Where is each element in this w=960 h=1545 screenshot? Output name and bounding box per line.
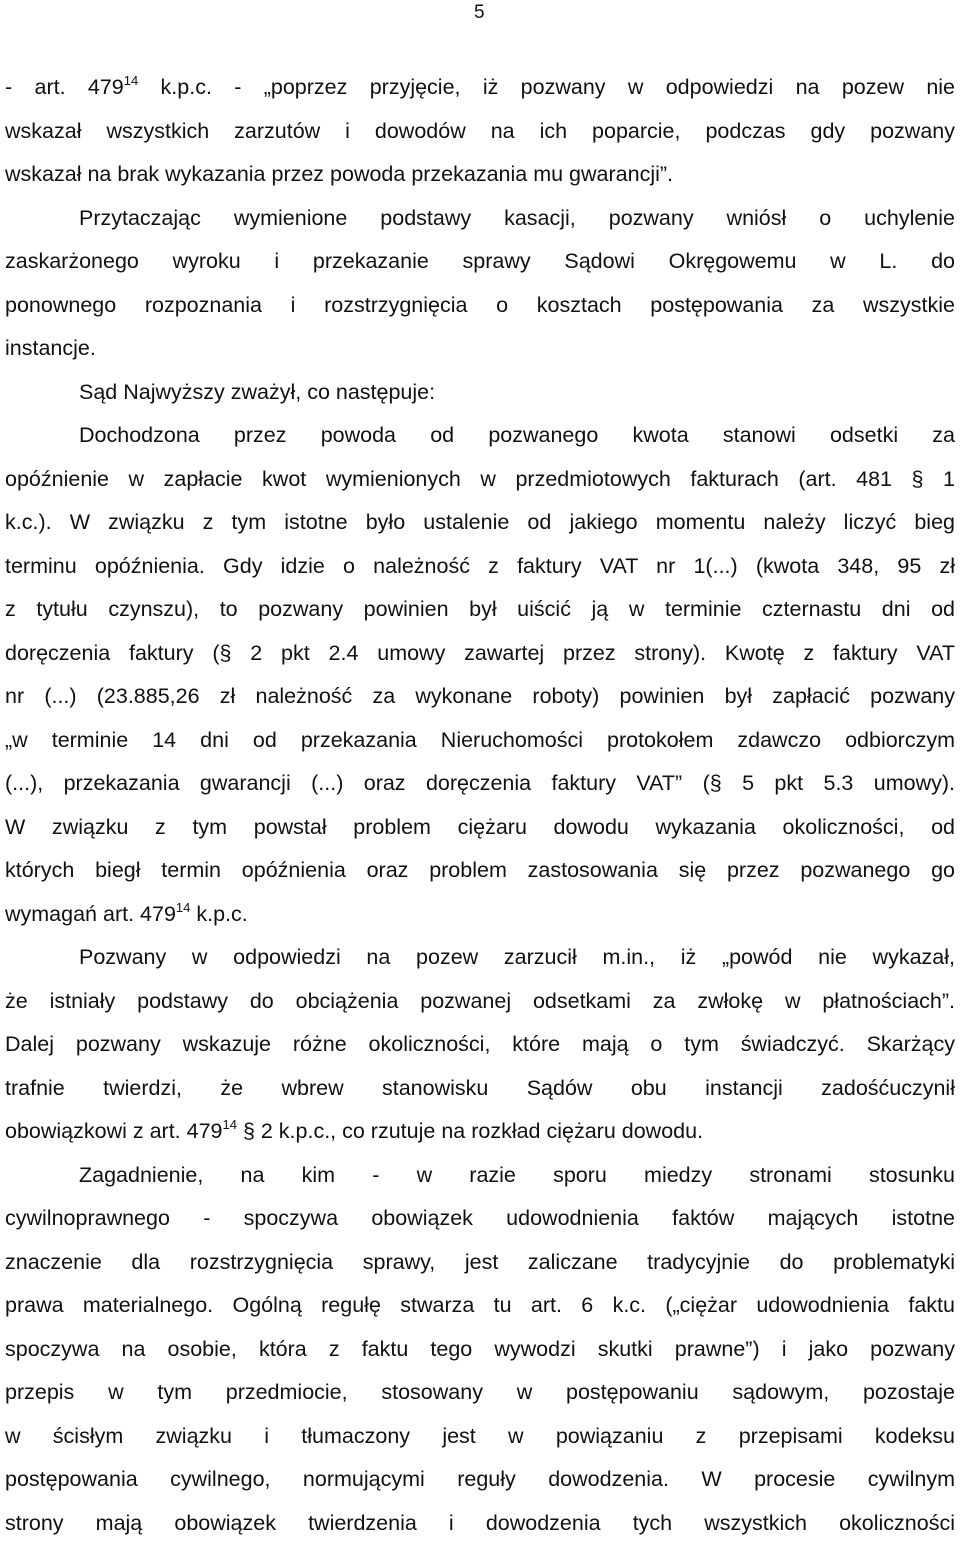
text-line (5, 806, 955, 850)
text-line-main: postępowania cywilnego, normującymi reguły dowodzenia. W procesie cywilnym (5, 1467, 955, 1491)
text-line (5, 1415, 955, 1459)
text-line (5, 1110, 955, 1154)
text-line-main: nr (...) (23.885,26 zł należność za wykonane roboty) powinien był zapłacić pozwany (5, 684, 955, 708)
text-line-main: w ścisłym związku i tłumaczony jest w powiązaniu z przepisami kodeksu (5, 1424, 955, 1448)
text-line-main: - art. 479 (5, 75, 124, 99)
page-number: 5 (474, 2, 485, 24)
text-line (5, 1067, 955, 1111)
text-line (5, 632, 955, 676)
text-line (5, 458, 955, 502)
text-line (5, 1023, 955, 1067)
article-superscript: 14 (176, 900, 190, 915)
text-line (5, 719, 955, 763)
text-line (5, 588, 955, 632)
text-line-main: wskazał wszystkich zarzutów i dowodów na ich poparcie, podczas gdy pozwany (5, 119, 955, 143)
text-line-main: spoczywa na osobie, która z faktu tego wywodzi skutki prawne”) i jako pozwany (5, 1337, 955, 1361)
document-body (5, 66, 955, 1545)
text-line (5, 1284, 955, 1328)
text-line (5, 501, 955, 545)
text-line-main: instancje. (5, 336, 96, 360)
text-line (5, 1502, 955, 1545)
text-line-main: (...), przekazania gwarancji (...) oraz doręczenia faktury VAT” (§ 5 pkt 5.3 umowy). (5, 771, 955, 795)
text-line-main: znaczenie dla rozstrzygnięcia sprawy, jest zaliczane tradycyjnie do problematyki (5, 1250, 955, 1274)
text-line-main: Pozwany w odpowiedzi na pozew zarzucił m.in., iż „powód nie wykazał, (79, 945, 955, 969)
article-superscript: 14 (124, 73, 138, 88)
text-line-main: których biegł termin opóźnienia oraz problem zastosowania się przez pozwanego go (5, 858, 955, 882)
text-line-main: Przytaczając wymienione podstawy kasacji, pozwany wniósł o uchylenie (79, 206, 955, 230)
text-line (5, 284, 955, 328)
text-line-rest: § 2 k.p.c., co rzutuje na rozkład ciężaru dowodu. (237, 1119, 703, 1143)
text-line (5, 1241, 955, 1285)
text-line (5, 980, 955, 1024)
text-line (5, 371, 955, 415)
text-line (5, 197, 955, 241)
text-line-main: Dalej pozwany wskazuje różne okoliczności, które mają o tym świadczyć. Skarżący (5, 1032, 955, 1056)
text-line (5, 762, 955, 806)
text-line-main: Dochodzona przez powoda od pozwanego kwota stanowi odsetki za (79, 423, 955, 447)
text-line-main: Zagadnienie, na kim - w razie sporu miedzy stronami stosunku (79, 1163, 955, 1187)
text-line (5, 110, 955, 154)
text-line-main: k.c.). W związku z tym istotne było ustalenie od jakiego momentu należy liczyć bieg (5, 510, 955, 534)
text-line-main: trafnie twierdzi, że wbrew stanowisku Sądów obu instancji zadośćuczynił (5, 1076, 955, 1100)
text-line-main: terminu opóźnienia. Gdy idzie o należność z faktury VAT nr 1(...) (kwota 348, 95 zł (5, 554, 955, 578)
text-line-main: przepis w tym przedmiocie, stosowany w postępowaniu sądowym, pozostaje (5, 1380, 955, 1404)
text-line (5, 153, 955, 197)
text-line-rest: k.p.c. (190, 902, 247, 926)
text-line (5, 936, 955, 980)
text-line (5, 849, 955, 893)
text-line (5, 1328, 955, 1372)
text-line-main: prawa materialnego. Ogólną regułę stwarza tu art. 6 k.c. („ciężar udowodnienia faktu (5, 1293, 955, 1317)
text-line-main: wskazał na brak wykazania przez powoda przekazania mu gwarancji”. (5, 162, 673, 186)
text-line-main: wymagań art. 479 (5, 902, 176, 926)
article-superscript: 14 (223, 1117, 237, 1132)
text-line (5, 675, 955, 719)
text-line-main: że istniały podstawy do obciążenia pozwanej odsetkami za zwłokę w płatnościach”. (5, 989, 955, 1013)
text-line-main: strony mają obowiązek twierdzenia i dowodzenia tych wszystkich okoliczności (5, 1511, 955, 1535)
text-line-main: obowiązkowi z art. 479 (5, 1119, 223, 1143)
text-line (5, 545, 955, 589)
text-line (5, 240, 955, 284)
text-line-main: zaskarżonego wyroku i przekazanie sprawy Sądowi Okręgowemu w L. do (5, 249, 955, 273)
text-line-main: „w terminie 14 dni od przekazania Nieruchomości protokołem zdawczo odbiorczym (5, 728, 955, 752)
text-line-main: doręczenia faktury (§ 2 pkt 2.4 umowy zawartej przez strony). Kwotę z faktury VAT (5, 641, 955, 665)
text-line-main: opóźnienie w zapłacie kwot wymienionych w przedmiotowych fakturach (art. 481 § 1 (5, 467, 955, 491)
text-line (5, 1197, 955, 1241)
text-line-main: W związku z tym powstał problem ciężaru dowodu wykazania okoliczności, od (5, 815, 955, 839)
text-line-main: Sąd Najwyższy zważył, co następuje: (79, 380, 435, 404)
text-line (5, 1154, 955, 1198)
text-line (5, 893, 955, 937)
text-line (5, 1458, 955, 1502)
text-line (5, 414, 955, 458)
text-line (5, 66, 955, 110)
text-line-rest: k.p.c. - „poprzez przyjęcie, iż pozwany w odpowiedzi na pozew nie (138, 75, 955, 99)
text-line-main: cywilnoprawnego - spoczywa obowiązek udowodnienia faktów mających istotne (5, 1206, 955, 1230)
text-line (5, 327, 955, 371)
text-line (5, 1371, 955, 1415)
text-line-main: ponownego rozpoznania i rozstrzygnięcia o kosztach postępowania za wszystkie (5, 293, 955, 317)
text-line-main: z tytułu czynszu), to pozwany powinien był uiścić ją w terminie czternastu dni od (5, 597, 955, 621)
